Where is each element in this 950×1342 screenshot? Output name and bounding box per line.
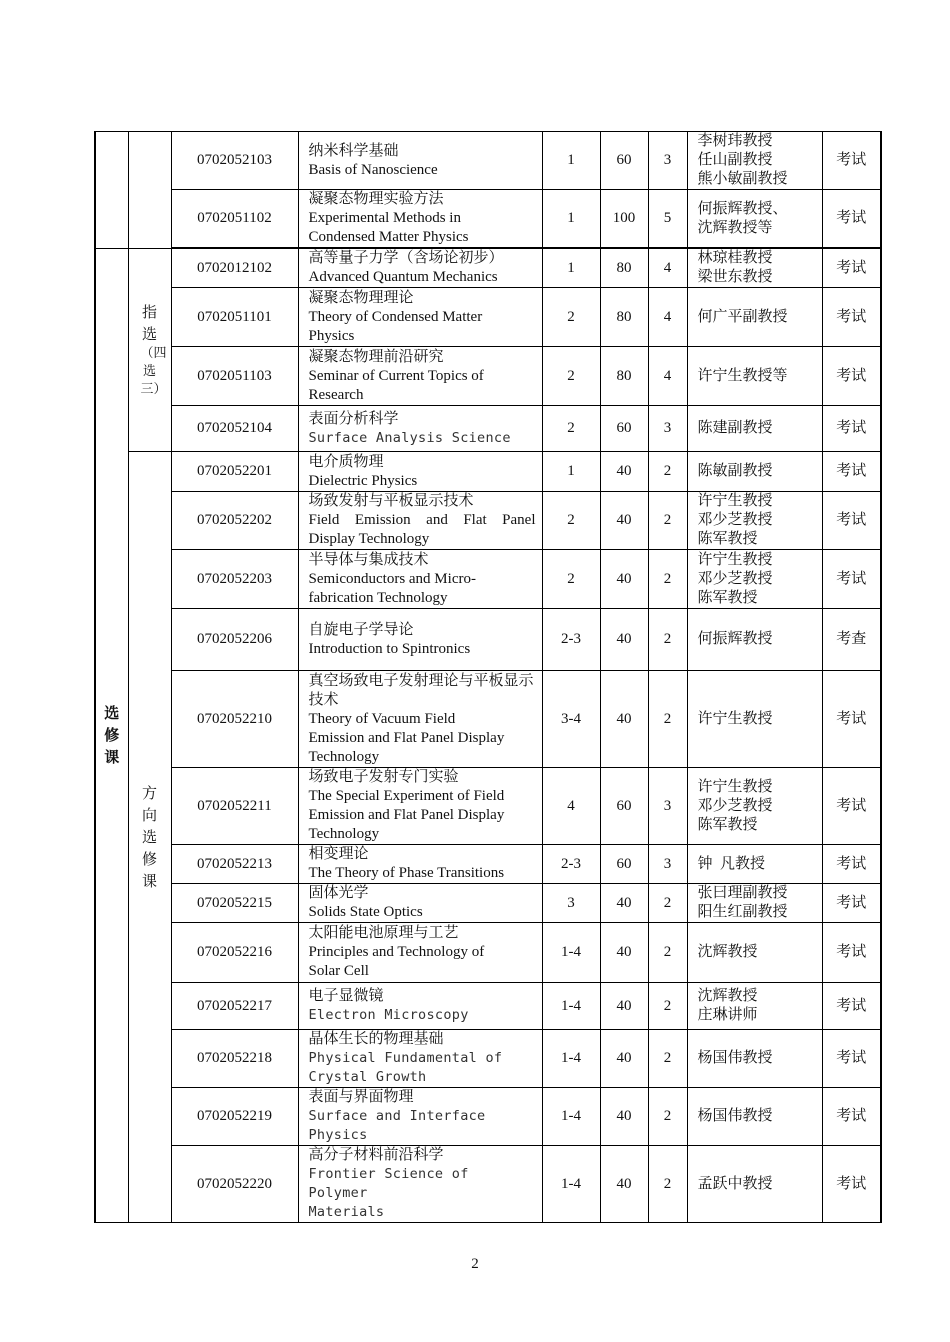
table-row <box>95 288 881 347</box>
course-credits: 2 <box>648 884 687 923</box>
course-name-cn: 真空场致电子发射理论与平板显示技术 <box>308 672 534 708</box>
course-hours: 60 <box>600 406 648 452</box>
course-name-en: Introduction to Spintronics <box>308 640 471 657</box>
course-name <box>298 1030 542 1088</box>
category-label-text: 选修课 <box>104 704 120 767</box>
course-name <box>298 671 542 768</box>
course-hours: 60 <box>600 132 648 190</box>
teacher-name: 阳生红副教授 <box>697 904 788 920</box>
course-name-cn: 相变理论 <box>308 846 369 862</box>
teacher-name: 陈军教授 <box>697 589 758 606</box>
course-code: 0702052211 <box>171 768 298 845</box>
course-name <box>298 845 542 884</box>
course-hours: 40 <box>600 1030 648 1088</box>
teacher-name: 陈军教授 <box>697 816 758 833</box>
course-name-en: Technology <box>308 748 380 765</box>
course-name-en: Advanced Quantum Mechanics <box>308 269 498 285</box>
teacher-name: 梁世东教授 <box>697 269 773 285</box>
course-term: 2 <box>542 406 600 452</box>
table-row <box>95 768 881 845</box>
course-teacher <box>687 1088 822 1146</box>
category-label-text: 方向选修课 <box>141 784 157 890</box>
course-hours: 40 <box>600 1146 648 1223</box>
course-code: 0702051102 <box>171 190 298 249</box>
course-name-cn: 电子显微镜 <box>308 988 384 1004</box>
assessment-type: 考试 <box>822 671 881 768</box>
course-name-en: Surface and Interface <box>308 1108 486 1124</box>
course-credits: 3 <box>648 406 687 452</box>
course-hours: 80 <box>600 347 648 406</box>
teacher-name: 杨国伟教授 <box>697 1108 773 1124</box>
course-credits: 2 <box>648 923 687 983</box>
table-row <box>95 248 881 288</box>
course-name-en: Field Emission and Flat Panel <box>308 512 536 528</box>
teacher-name: 李树玮教授 <box>697 133 773 149</box>
course-hours: 40 <box>600 671 648 768</box>
table-row <box>95 983 881 1030</box>
course-name-cn: 晶体生长的物理基础 <box>308 1031 444 1047</box>
course-code: 0702052203 <box>171 550 298 609</box>
course-hours: 40 <box>600 550 648 609</box>
teacher-name: 庄琳讲师 <box>697 1007 758 1023</box>
course-teacher <box>687 132 822 190</box>
teacher-name: 陈建副教授 <box>697 420 773 436</box>
course-teacher <box>687 768 822 845</box>
course-term: 2 <box>542 347 600 406</box>
course-credits: 3 <box>648 768 687 845</box>
course-code: 0702052219 <box>171 1088 298 1146</box>
course-code: 0702052202 <box>171 492 298 550</box>
table-row <box>95 845 881 884</box>
course-credits: 2 <box>648 1088 687 1146</box>
assessment-type: 考试 <box>822 845 881 884</box>
teacher-name: 沈辉教授等 <box>697 219 773 236</box>
table-row <box>95 406 881 452</box>
table-row <box>95 609 881 671</box>
assessment-type: 考试 <box>822 923 881 983</box>
course-name <box>298 983 542 1030</box>
course-code: 0702052201 <box>171 452 298 492</box>
course-hours: 60 <box>600 768 648 845</box>
course-term: 2 <box>542 550 600 609</box>
course-name-cn: 高等量子力学（含场论初步） <box>308 250 504 266</box>
table-row <box>95 190 881 249</box>
course-teacher <box>687 288 822 347</box>
course-code: 0702052215 <box>171 884 298 923</box>
category-elective <box>95 248 128 1223</box>
assessment-type: 考试 <box>822 190 881 249</box>
course-credits: 4 <box>648 288 687 347</box>
course-hours: 40 <box>600 1088 648 1146</box>
course-name-en: Surface Analysis Science <box>308 429 511 446</box>
course-term: 4 <box>542 768 600 845</box>
course-name-cn: 表面分析科学 <box>308 410 399 427</box>
assessment-type: 考试 <box>822 550 881 609</box>
course-hours: 40 <box>600 609 648 671</box>
teacher-name: 邓少芝教授 <box>697 797 773 814</box>
course-name <box>298 609 542 671</box>
course-name <box>298 884 542 923</box>
table-row <box>95 452 881 492</box>
assessment-type: 考试 <box>822 1088 881 1146</box>
vertical-label <box>141 782 159 892</box>
course-teacher <box>687 845 822 884</box>
page-number: 2 <box>471 1256 479 1272</box>
course-name-cn: 半导体与集成技术 <box>308 551 429 568</box>
course-term: 2-3 <box>542 845 600 884</box>
table-row <box>95 884 881 923</box>
course-name-en: Condensed Matter Physics <box>308 229 469 245</box>
course-name <box>298 248 542 288</box>
course-code: 0702052220 <box>171 1146 298 1223</box>
course-code: 0702052218 <box>171 1030 298 1088</box>
course-teacher <box>687 550 822 609</box>
course-term: 2-3 <box>542 609 600 671</box>
course-name <box>298 452 542 492</box>
course-credits: 2 <box>648 550 687 609</box>
course-teacher <box>687 609 822 671</box>
course-code: 0702052217 <box>171 983 298 1030</box>
course-teacher <box>687 983 822 1030</box>
course-term: 2 <box>542 492 600 550</box>
course-term: 1-4 <box>542 983 600 1030</box>
course-name-en: Semiconductors and Micro- <box>308 570 476 587</box>
table-row <box>95 492 881 550</box>
course-hours: 80 <box>600 288 648 347</box>
course-name-en: Experimental Methods in <box>308 210 461 226</box>
course-name <box>298 768 542 845</box>
course-name-cn: 场致电子发射专门实验 <box>308 769 459 785</box>
course-term: 1 <box>542 248 600 288</box>
course-term: 1-4 <box>542 1088 600 1146</box>
course-name-en: Dielectric Physics <box>308 472 418 489</box>
table-row <box>95 923 881 983</box>
course-hours: 40 <box>600 923 648 983</box>
course-name-en: Research <box>308 386 364 403</box>
course-name-cn: 凝聚态物理理论 <box>308 289 414 306</box>
course-name-cn: 自旋电子学导论 <box>308 621 414 638</box>
course-table <box>94 131 882 1223</box>
assessment-type: 考试 <box>822 983 881 1030</box>
course-teacher <box>687 406 822 452</box>
course-name-en: Basis of Nanoscience <box>308 161 438 178</box>
course-teacher <box>687 671 822 768</box>
course-credits: 2 <box>648 1030 687 1088</box>
category-note-text: （四选三） <box>140 345 167 397</box>
course-name-en: Technology <box>308 826 380 842</box>
course-term: 3-4 <box>542 671 600 768</box>
table-row <box>95 347 881 406</box>
course-hours: 100 <box>600 190 648 249</box>
course-name-en: Solids State Optics <box>308 904 423 920</box>
teacher-name: 任山副教授 <box>697 152 773 168</box>
course-name-cn: 表面与界面物理 <box>308 1089 414 1105</box>
course-name <box>298 923 542 983</box>
vertical-label <box>140 301 167 399</box>
course-name-cn: 凝聚态物理实验方法 <box>308 191 444 207</box>
course-name-en: Solar Cell <box>308 963 369 979</box>
assessment-type: 考试 <box>822 768 881 845</box>
assessment-type: 考试 <box>822 884 881 923</box>
course-name-en: Physical Fundamental of <box>308 1050 503 1066</box>
course-term: 1-4 <box>542 1146 600 1223</box>
course-hours: 40 <box>600 492 648 550</box>
teacher-name: 许宁生教授 <box>697 551 773 568</box>
course-name <box>298 492 542 550</box>
course-term: 1-4 <box>542 923 600 983</box>
teacher-name: 许宁生教授 <box>697 778 773 795</box>
course-name-en: The Special Experiment of Field <box>308 788 505 804</box>
course-code: 0702052216 <box>171 923 298 983</box>
assessment-type: 考试 <box>822 406 881 452</box>
course-hours: 40 <box>600 452 648 492</box>
course-name-cn: 固体光学 <box>308 885 369 901</box>
teacher-name: 何广平副教授 <box>697 308 788 325</box>
teacher-name: 张曰理副教授 <box>697 885 788 901</box>
subcategory-direction <box>128 452 171 1223</box>
course-hours: 40 <box>600 983 648 1030</box>
course-name-en: Display Technology <box>308 531 430 547</box>
course-name-en: Crystal Growth <box>308 1069 427 1085</box>
assessment-type: 考试 <box>822 248 881 288</box>
course-teacher <box>687 248 822 288</box>
course-hours: 60 <box>600 845 648 884</box>
subcategory-cell-blank <box>128 132 171 249</box>
teacher-name: 林琼桂教授 <box>697 250 773 266</box>
teacher-name: 熊小敏副教授 <box>697 171 788 187</box>
course-name-en: Emission and Flat Panel Display <box>308 807 505 823</box>
course-code: 0702051101 <box>171 288 298 347</box>
course-credits: 4 <box>648 248 687 288</box>
course-name <box>298 1146 542 1223</box>
teacher-name: 陈敏副教授 <box>697 463 773 479</box>
course-teacher <box>687 1146 822 1223</box>
subcategory-designated <box>128 248 171 452</box>
teacher-name: 许宁生教授 <box>697 710 773 727</box>
teacher-name: 邓少芝教授 <box>697 570 773 587</box>
teacher-name: 陈军教授 <box>697 531 758 547</box>
course-hours: 80 <box>600 248 648 288</box>
assessment-type: 考试 <box>822 492 881 550</box>
teacher-name: 杨国伟教授 <box>697 1050 773 1066</box>
course-credits: 2 <box>648 1146 687 1223</box>
course-credits: 3 <box>648 845 687 884</box>
table-row <box>95 1030 881 1088</box>
vertical-label <box>103 702 121 768</box>
course-credits: 2 <box>648 671 687 768</box>
course-name-en: Theory of Vacuum Field <box>308 710 456 727</box>
category-label-text: 指选 <box>141 302 157 343</box>
teacher-name: 沈辉教授 <box>697 944 758 960</box>
course-name-en: Electron Microscopy <box>308 1007 469 1023</box>
course-name-cn: 纳米科学基础 <box>308 142 399 159</box>
course-term: 2 <box>542 288 600 347</box>
course-term: 1-4 <box>542 1030 600 1088</box>
course-code: 0702052210 <box>171 671 298 768</box>
table-row <box>95 671 881 768</box>
course-code: 0702052103 <box>171 132 298 190</box>
course-name-en: Seminar of Current Topics of <box>308 367 484 384</box>
course-term: 1 <box>542 452 600 492</box>
course-name <box>298 132 542 190</box>
course-name-en: Principles and Technology of <box>308 944 485 960</box>
course-name <box>298 347 542 406</box>
course-code: 0702051103 <box>171 347 298 406</box>
course-code: 0702052206 <box>171 609 298 671</box>
course-name-en: Materials <box>308 1204 385 1220</box>
course-teacher <box>687 347 822 406</box>
teacher-name: 孟跃中教授 <box>697 1175 773 1192</box>
teacher-name: 沈辉教授 <box>697 988 758 1004</box>
assessment-type: 考试 <box>822 132 881 190</box>
teacher-name: 何振辉教授 <box>697 631 773 647</box>
course-name-en: Physics <box>308 1127 368 1143</box>
assessment-type: 考试 <box>822 452 881 492</box>
course-credits: 2 <box>648 492 687 550</box>
course-teacher <box>687 1030 822 1088</box>
course-name-en: Physics <box>308 327 355 344</box>
table-row <box>95 132 881 190</box>
course-teacher <box>687 923 822 983</box>
course-name <box>298 288 542 347</box>
course-credits: 2 <box>648 452 687 492</box>
course-name-en: fabrication Technology <box>308 589 448 606</box>
assessment-type: 考试 <box>822 347 881 406</box>
course-name <box>298 1088 542 1146</box>
course-name-cn: 凝聚态物理前沿研究 <box>308 348 444 365</box>
course-code: 0702052213 <box>171 845 298 884</box>
course-table-body <box>95 132 881 1223</box>
course-name <box>298 406 542 452</box>
assessment-type: 考试 <box>822 288 881 347</box>
course-code: 0702052104 <box>171 406 298 452</box>
table-row <box>95 1088 881 1146</box>
course-credits: 2 <box>648 609 687 671</box>
course-term: 1 <box>542 132 600 190</box>
course-credits: 5 <box>648 190 687 249</box>
assessment-type: 考试 <box>822 1146 881 1223</box>
assessment-type: 考查 <box>822 609 881 671</box>
teacher-name: 邓少芝教授 <box>697 512 773 528</box>
course-name-cn: 高分子材料前沿科学 <box>308 1147 444 1163</box>
course-credits: 3 <box>648 132 687 190</box>
category-cell-blank <box>95 132 128 249</box>
course-name-en: Emission and Flat Panel Display <box>308 729 505 746</box>
course-name-cn: 场致发射与平板显示技术 <box>308 493 474 509</box>
course-name-en: Frontier Science of Polymer <box>308 1166 469 1201</box>
course-code: 0702012102 <box>171 248 298 288</box>
course-name-en: Theory of Condensed Matter <box>308 308 483 325</box>
table-row <box>95 550 881 609</box>
course-name <box>298 190 542 249</box>
teacher-name: 何振辉教授、 <box>697 200 788 217</box>
course-hours: 40 <box>600 884 648 923</box>
course-term: 1 <box>542 190 600 249</box>
course-term: 3 <box>542 884 600 923</box>
course-name-cn: 电介质物理 <box>308 453 384 470</box>
course-name-cn: 太阳能电池原理与工艺 <box>308 925 459 941</box>
course-name <box>298 550 542 609</box>
course-teacher <box>687 492 822 550</box>
course-teacher <box>687 190 822 249</box>
course-teacher <box>687 884 822 923</box>
table-row <box>95 1146 881 1223</box>
course-credits: 4 <box>648 347 687 406</box>
course-name-en: The Theory of Phase Transitions <box>308 865 505 881</box>
course-credits: 2 <box>648 983 687 1030</box>
teacher-name: 许宁生教授等 <box>697 367 788 384</box>
teacher-name: 许宁生教授 <box>697 493 773 509</box>
assessment-type: 考试 <box>822 1030 881 1088</box>
teacher-name: 钟 凡教授 <box>697 855 766 872</box>
course-teacher <box>687 452 822 492</box>
